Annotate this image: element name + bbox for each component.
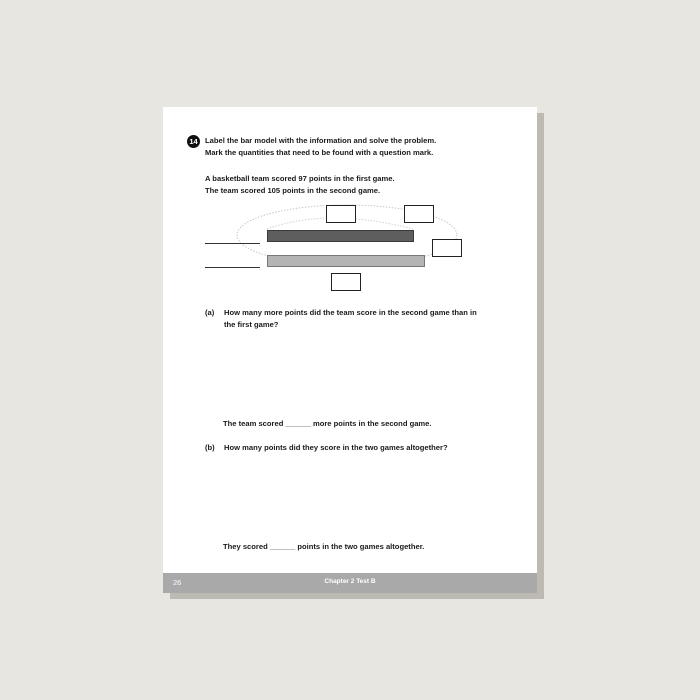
part-b-answer-blank[interactable]: ______ (269, 542, 296, 551)
part-a-question-line-1: How many more points did the team score in the second game than in (224, 308, 477, 317)
problem-line-1: A basketball team scored 97 points in the first game. (205, 174, 395, 183)
bar-second-game (267, 255, 425, 267)
part-a-answer-suffix: more points in the second game. (312, 419, 432, 428)
bar-first-game (267, 230, 414, 242)
answer-box-top-right[interactable] (404, 205, 434, 223)
part-a-label: (a) (205, 308, 215, 317)
worksheet-page (163, 107, 537, 593)
page-number: 26 (173, 578, 182, 587)
part-a-question-line-2: the first game? (224, 320, 279, 329)
part-b-question: How many points did they score in the two games altogether? (224, 443, 448, 452)
answer-box-right[interactable] (432, 239, 462, 257)
label-line-first-game[interactable] (205, 243, 260, 244)
part-a-answer-blank[interactable]: ______ (285, 419, 311, 428)
problem-line-2: The team scored 105 points in the second game. (205, 186, 381, 195)
instruction-line-1: Label the bar model with the information and solve the problem. (205, 136, 437, 145)
label-line-second-game[interactable] (205, 267, 260, 268)
part-b-label: (b) (205, 443, 215, 452)
instruction-line-2: Mark the quantities that need to be found with a question mark. (205, 148, 434, 157)
part-b-answer-sentence (223, 541, 424, 552)
page-footer (163, 573, 537, 593)
part-b-answer-suffix: points in the two games altogether. (297, 542, 425, 551)
part-a-answer-sentence (223, 418, 432, 429)
part-a-answer-prefix: The team scored (223, 419, 284, 428)
question-number-badge: 14 (187, 135, 200, 148)
answer-box-bottom[interactable] (331, 273, 361, 291)
answer-box-top-left[interactable] (326, 205, 356, 223)
chapter-label: Chapter 2 Test B (324, 578, 376, 585)
part-b-answer-prefix: They scored (223, 542, 268, 551)
